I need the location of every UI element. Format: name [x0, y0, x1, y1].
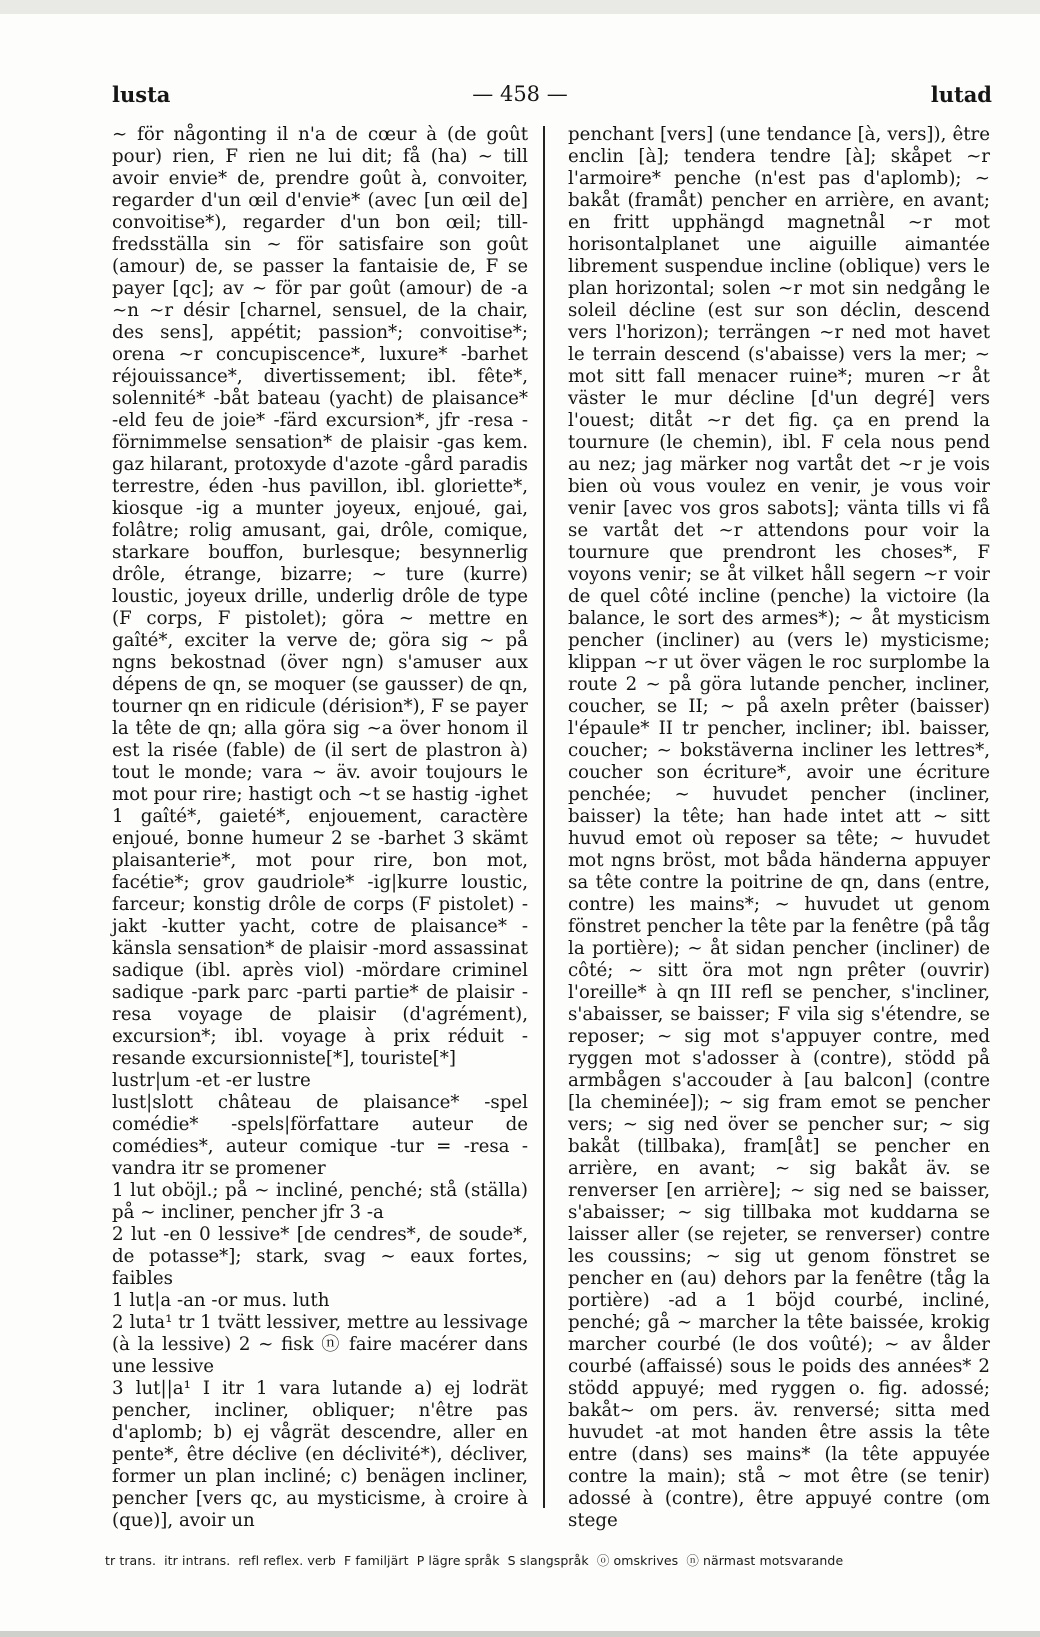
legend-item: tr trans. [105, 1553, 157, 1568]
entry-paragraph: lust|slott château de plaisance* -spel comédie* -spels|författare auteur de comédies*, auteur comique -tur = -resa -vandra itr se promener [112, 1092, 528, 1179]
header-page-number: — 458 — [472, 82, 568, 106]
abbreviation-legend [105, 1551, 1000, 1569]
header-right-guideword: lutad [930, 82, 992, 107]
column-divider [543, 126, 545, 1508]
entry-paragraph: 1 lut|a -an -or mus. luth [112, 1290, 330, 1311]
entry-paragraph: 2 luta¹ tr 1 tvätt lessiver, mettre au lessivage (à la lessive) 2 ∼ fisk ⓝ faire macérer dans une lessive [112, 1312, 528, 1377]
legend-item: itr intrans. [164, 1553, 231, 1568]
left-column [112, 124, 528, 1531]
right-column [568, 124, 990, 1531]
legend-item: S slangspråk [507, 1553, 589, 1568]
entry-paragraph: 1 lut oböjl.; på ∼ incliné, penché; stå (ställa) på ∼ incliner, pencher jfr 3 -a [112, 1180, 528, 1223]
legend-item: F familjärt [343, 1553, 409, 1568]
entry-paragraph: lustr|um -et -er lustre [112, 1070, 311, 1091]
header-left-guideword: lusta [112, 82, 171, 107]
scan-top-edge [0, 0, 1040, 14]
entry-paragraph: ∼ för någonting il n'a de cœur à (de goût pour) rien, F rien ne lui dit; få (ha) ∼ till avoir envie* de, prendre goût à, convoiter, regarder d'un œil d'envie* (avec [un œil de] convoitise*), regarder d'un bon œil; till-fredsställa sin ∼ för satisfaire son goût (amour) de, se passer la fantaisie de, F se payer [qc]; av ∼ för par goût (amour) de -a ∼n ∼r désir [charnel, sensuel, de la chair, des sens], appétit; passion*; convoitise*; orena ∼r concupiscence*, luxure* -barhet réjouissance*, divertissement; ibl. fête*, solennité* -båt bateau (yacht) de plaisance* -eld feu de joie* -färd excursion*, jfr -resa -förnimmelse sensation* de plaisir -gas kem. gaz hilarant, protoxyde d'azote -gård paradis terrestre, éden -hus pavillon, ibl. gloriette*, kiosque -ig a munter joyeux, enjoué, gai, folâtre; rolig amusant, gai, drôle, comique, starkare bouffon, burlesque; besynnerlig drôle, étrange, bizarre; ∼ ture (kurre) loustic, joyeux drille, underlig drôle de type (F corps, F pistolet); göra ∼ mettre en gaîté*, exciter la verve de; göra sig ∼ på ngns bekostnad (över ngn) s'amuser aux dépens de qn, se moquer (se gausser) de qn, tourner qn en ridicule (dérision*), F se payer la tête de qn; alla göra sig ∼a över honom il est la risée (fable) de (il sert de plastron à) tout le monde; vara ∼ äv. avoir toujours le mot pour rire; hastigt och ∼t se hastig -ighet 1 gaîté*, gaieté*, enjouement, caractère enjoué, bonne humeur 2 se -barhet 3 skämt plaisanterie*, mot pour rire, bon mot, facétie*; grov gaudriole* -ig|kurre loustic, farceur; konstig drôle de corps (F pistolet) -jakt -kutter yacht, cotre de plaisance* -känsla sensation* de plaisir -mord assassinat sadique (ibl. après viol) -mördare criminel sadique -park parc -parti partie* de plaisir -resa voyage de plaisir (d'agrément), excursion*; ibl. voyage à prix réduit -resande excursionniste[*], touriste[*] [112, 124, 528, 1069]
legend-item: ⓞ omskrives [596, 1553, 679, 1568]
entry-paragraph: 3 lut||a¹ I itr 1 vara lutande a) ej lodrät pencher, incliner, obliquer; n'être pas d'aplomb; b) ej vågrät descendre, aller en pente*, être déclive (en déclivité*), décliver, former un plan incliné; c) benägen incliner, pencher [vers qc, au mysticisme, à croire à (que)], avoir un [112, 1378, 528, 1531]
legend-item: ⓝ närmast motsvarande [686, 1553, 844, 1568]
legend-item: P lägre språk [416, 1553, 500, 1568]
entry-paragraph: penchant [vers] (une tendance [à, vers]), être enclin [à]; tendera tendre [à]; skåpet ∼r l'armoire* penche (n'est pas d'aplomb); ∼ bakåt (framåt) pencher en arrière, en avant; en fritt upphängd magnetnål ∼r mot horisontalplanet une aiguille aimantée librement suspendue incline (oblique) vers le plan horizontal; solen ∼r mot sin nedgång le soleil décline (est sur son déclin, descend vers l'horizon); terrängen ∼r ned mot havet le terrain descend (s'abaisse) vers la mer; ∼ mot sitt fall menacer ruine*; muren ∼r åt väster le mur décline [d'un degré] vers l'ouest; ditåt ∼r det fig. ça en prend la tournure (le chemin), ibl. F cela nous pend au nez; jag märker nog vartåt det ∼r je vois bien où vous voulez en venir, je vous voir venir [avec vos gros sabots]; vänta tills vi få se vartåt det ∼r attendons pour voir la tournure que prendront les choses*, F voyons venir; se åt vilket håll segern ∼r voir de quel côté incline (penche) la victoire (la balance, le sort des armes*); ∼ åt mysticism pencher (incliner) au (vers le) mysticisme; klippan ∼r ut över vägen le roc surplombe la route 2 ∼ på göra lutande pencher, incliner, coucher, se II; ∼ på axeln prêter (baisser) l'épaule* II tr pencher, incliner; ibl. baisser, coucher; ∼ bokstäverna incliner les lettres*, coucher son écriture*, avoir une écriture penchée; ∼ huvudet pencher (incliner, baisser) la tête; han hade intet att ∼ sitt huvud emot où reposer sa tête; ∼ huvudet mot ngns bröst, mot båda händerna appuyer sa tête contre la poitrine de qn, dans (entre, contre) les mains*; ∼ huvudet ut genom fönstret pencher la tête par la fenêtre (på tåg la portière); ∼ åt sidan pencher (incliner) de côté; ∼ sitt öra mot ngn prêter (ouvrir) l'oreille* à qn III refl se pencher, s'incliner, s'abaisser, se baisser; F vila sig s'étendre, se reposer; ∼ sig mot s'appuyer contre, med ryggen mot s'adosser à (contre), stödd på armbågen s'accouder à [au balcon] (contre [la cheminée]); ∼ sig fram emot se pencher vers; ∼ sig ned över se pencher sur; ∼ sig bakåt (tillbaka), fram[åt] se pencher en arrière, en avant; ∼ sig bakåt äv. se renverser [en arrière]; ∼ sig ned se baisser, s'abaisser; ∼ sig tillbaka mot kuddarna se laisser aller (se rejeter, se renverser) contre les coussins; ∼ sig ut genom fönstret se pencher en (au) dehors par la fenêtre (tåg la portière) -ad a 1 böjd courbé, incliné, penché; gå ∼ marcher la tête baissée, krokig marcher courbé (le dos voûté); ∼ av ålder courbé (affaissé) sous le poids des années* 2 stödd appuyé; med ryggen o. fig. adossé; bakåt∼ om pers. äv. renversé; sitta med huvudet -at mot handen être assis la tête entre (dans) ses mains* (la tête appuyée contre la main); stå ∼ mot être (se tenir) adossé à (contre), être appuyé contre (om stege [568, 124, 990, 1531]
scan-bottom-edge [0, 1631, 1040, 1637]
legend-item: refl reflex. verb [238, 1553, 336, 1568]
entry-paragraph: 2 lut -en 0 lessive* [de cendres*, de soude*, de potasse*]; stark, svag ∼ eaux fortes, faibles [112, 1224, 528, 1289]
